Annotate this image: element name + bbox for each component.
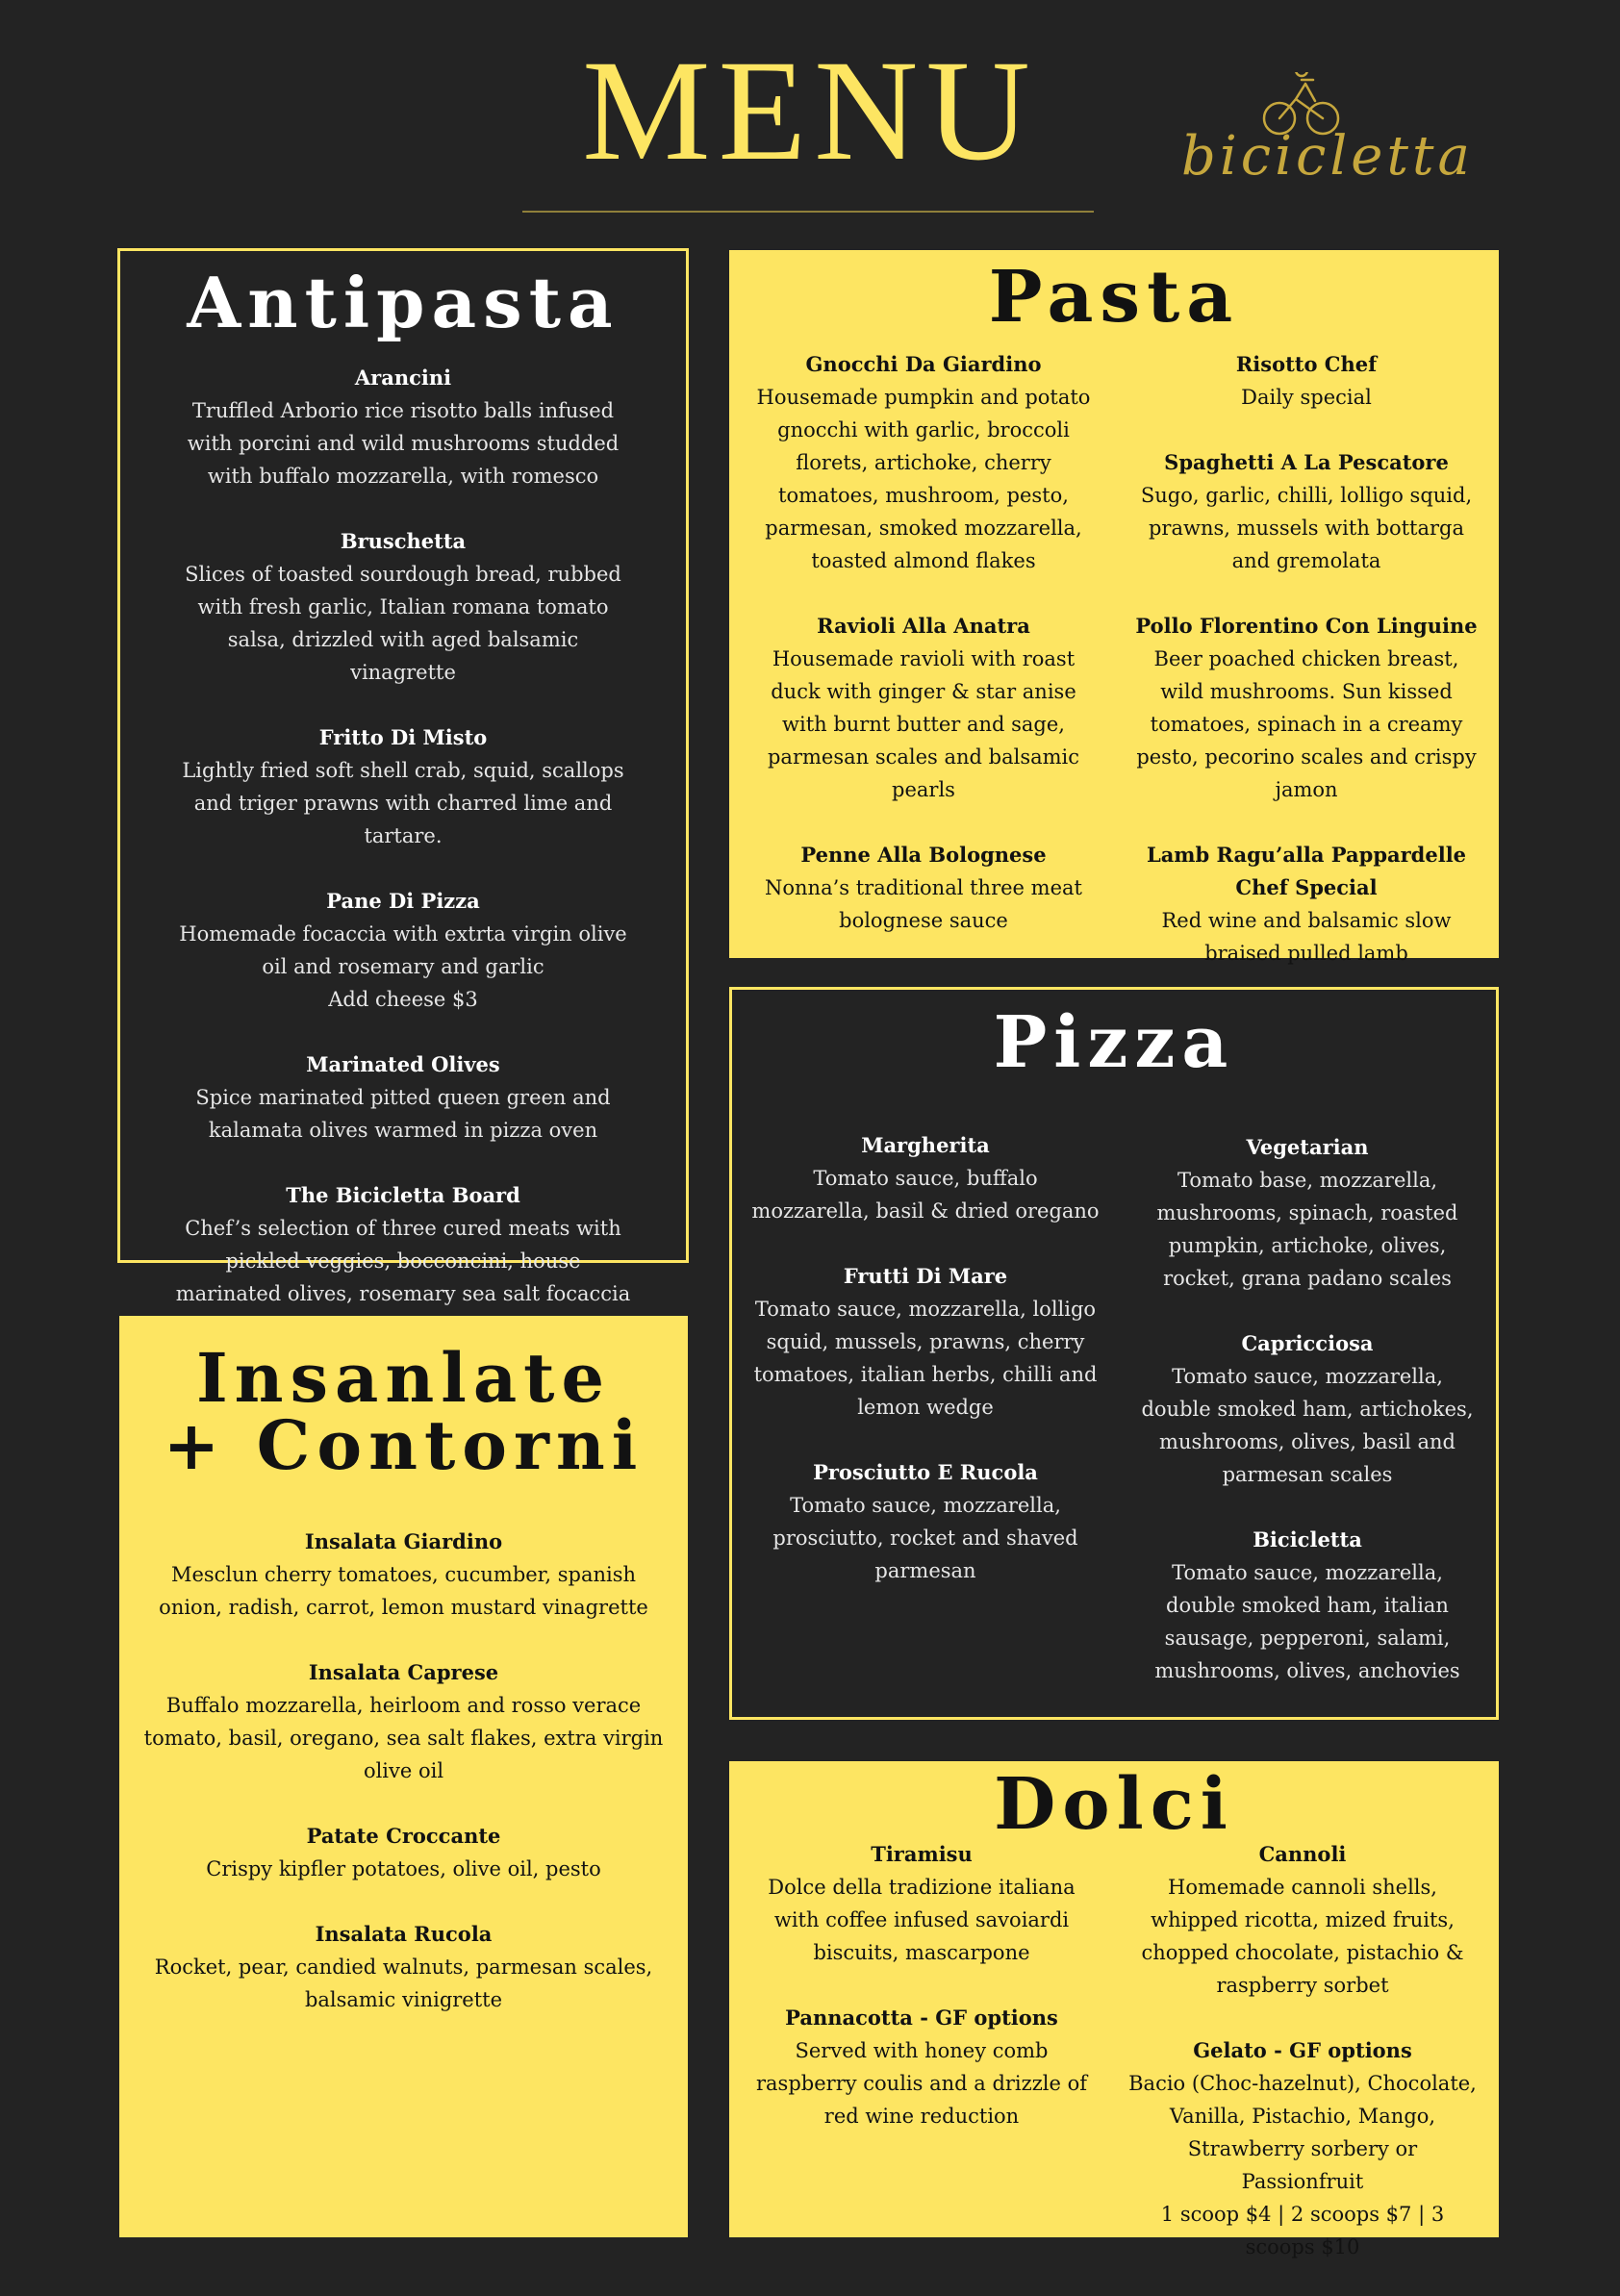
- item-description: Mesclun cherry tomatoes, cucumber, spanish onion, radish, carrot, lemon mustard vinagrette: [159, 1563, 648, 1619]
- insalate-list: [139, 1526, 669, 2049]
- insalate-title-line2: + Contorni: [163, 1405, 645, 1485]
- menu-item: [172, 721, 634, 852]
- insalate-title-line1: Insanlate: [195, 1338, 612, 1418]
- item-description: Red wine and balsamic slow braised pulled lamb: [1161, 909, 1452, 965]
- menu-item: [1135, 839, 1478, 970]
- menu-item: [751, 1260, 1100, 1424]
- menu-title: MENU: [582, 31, 1038, 190]
- item-description: Slices of toasted sourdough bread, rubbed with fresh garlic, Italian romana tomato salsa, drizzled with aged balsamic vinagrette: [185, 563, 621, 684]
- menu-item: [747, 2002, 1097, 2132]
- item-description: Spice marinated pitted queen green and kalamata olives warmed in pizza oven: [195, 1086, 611, 1142]
- item-name: Pannacotta - GF options: [785, 2006, 1058, 2030]
- pasta-right-column: [1135, 348, 1478, 1002]
- item-name: Bruschetta: [340, 529, 467, 553]
- menu-item: [1135, 446, 1478, 577]
- item-name: Bicicletta: [1253, 1527, 1362, 1552]
- item-name: Penne Alla Bolognese: [800, 843, 1047, 867]
- antipasta-section: [117, 248, 689, 1305]
- menu-item: [750, 348, 1097, 577]
- item-description: Tomato sauce, mozzarella, lolligo squid, mussels, prawns, cherry tomatoes, italian herbs, chilli and lemon wedge: [753, 1298, 1098, 1419]
- dolci-left-column: [747, 1838, 1097, 2165]
- menu-item: [1136, 1131, 1479, 1295]
- item-name: Insalata Rucola: [315, 1922, 493, 1946]
- antipasta-title: Antipasta: [187, 262, 620, 343]
- item-name: Fritto Di Misto: [318, 725, 488, 749]
- pizza-title: Pizza: [993, 1001, 1235, 1084]
- pasta-section: [729, 250, 1499, 965]
- logo-wordmark: bicicletta: [1181, 125, 1474, 188]
- menu-item: [1126, 2034, 1480, 2263]
- item-name: Gelato - GF options: [1193, 2038, 1412, 2062]
- menu-item: [1126, 1838, 1480, 2002]
- menu-item: [172, 525, 634, 689]
- item-description: Daily special: [1241, 386, 1372, 409]
- item-description: Crispy kipfler potatoes, olive oil, pesto: [206, 1857, 601, 1880]
- item-description: Tomato sauce, mozzarella, double smoked ham, artichokes, mushrooms, olives, basil and parmesan scales: [1141, 1365, 1474, 1486]
- pizza-left-column: [751, 1129, 1100, 1620]
- menu-item: [139, 1656, 669, 1787]
- menu-item: [139, 1526, 669, 1624]
- item-description: Housemade pumpkin and potato gnocchi with garlic, broccoli florets, artichoke, cherry tomatoes, mushroom, pesto, parmesan, smoked mozzarella, toasted almond flakes: [756, 386, 1091, 572]
- menu-item: [1136, 1524, 1479, 1687]
- item-description: Served with honey comb raspberry coulis and a drizzle of red wine reduction: [756, 2039, 1087, 2128]
- dolci-section: [729, 1761, 1499, 2258]
- item-description: Beer poached chicken breast, wild mushrooms. Sun kissed tomatoes, spinach in a creamy pesto, pecorino scales and crispy jamon: [1136, 647, 1477, 801]
- menu-item: [1136, 1327, 1479, 1491]
- dolci-title: Dolci: [994, 1763, 1234, 1846]
- menu-item: [751, 1456, 1100, 1587]
- item-name: Pollo Florentino Con Linguine: [1135, 614, 1478, 638]
- item-name: Gnocchi Da Giardino: [805, 352, 1042, 376]
- item-description: Nonna’s traditional three meat bolognese sauce: [765, 876, 1082, 932]
- item-description: Buffalo mozzarella, heirloom and rosso verace tomato, basil, oregano, sea salt flakes, extra virgin olive oil: [143, 1694, 664, 1782]
- insalate-title: [119, 1338, 688, 1485]
- item-name: Patate Croccante: [306, 1824, 501, 1848]
- item-description: Tomato sauce, buffalo mozzarella, basil & dried oregano: [751, 1167, 1100, 1223]
- item-name: Spaghetti A La Pescatore: [1164, 450, 1449, 474]
- title-divider: [522, 211, 1094, 213]
- menu-item: [172, 362, 634, 492]
- item-name: Vegetarian: [1246, 1135, 1369, 1159]
- item-name: Ravioli Alla Anatra: [817, 614, 1030, 638]
- item-description: Sugo, garlic, chilli, lolligo squid, prawns, mussels with bottarga and gremolata: [1140, 484, 1473, 572]
- item-description: Lightly fried soft shell crab, squid, scallops and triger prawns with charred lime and tartare.: [182, 759, 624, 847]
- item-name: Cannoli: [1258, 1842, 1347, 1866]
- menu-item: [751, 1129, 1100, 1227]
- item-name: The Bicicletta Board: [286, 1183, 520, 1207]
- item-description: Tomato sauce, mozzarella, double smoked ham, italian sausage, pepperoni, salami, mushrooms, olives, anchovies: [1154, 1561, 1460, 1682]
- menu-item: [172, 1048, 634, 1147]
- item-name: Prosciutto E Rucola: [813, 1460, 1038, 1484]
- menu-item: [750, 839, 1097, 937]
- item-description: Bacio (Choc-hazelnut), Chocolate, Vanilla, Pistachio, Mango, Strawberry sorbery or Passionfruit: [1128, 2072, 1477, 2193]
- insalate-section: [119, 1316, 688, 2237]
- pasta-title: Pasta: [988, 256, 1240, 339]
- item-name: Frutti Di Mare: [843, 1264, 1008, 1288]
- item-name: Pane Di Pizza: [326, 889, 480, 913]
- item-description: Chef’s selection of three cured meats with pickled veggies, bocconcini, house marinated olives, rosemary sea salt focaccia: [175, 1217, 631, 1305]
- item-extra: 1 scoop $4 | 2 scoops $7 | 3 scoops $10: [1160, 2203, 1445, 2258]
- pasta-left-column: [750, 348, 1097, 970]
- item-description: Homemade cannoli shells, whipped ricotta, mized fruits, chopped chocolate, pistachio & raspberry sorbet: [1141, 1876, 1464, 1997]
- item-name: Insalata Caprese: [308, 1660, 499, 1684]
- pizza-right-column: [1136, 1131, 1479, 1720]
- dolci-right-column: [1126, 1838, 1480, 2296]
- item-name: Marinated Olives: [306, 1052, 500, 1076]
- pizza-section: [729, 987, 1499, 1720]
- item-description: Rocket, pear, candied walnuts, parmesan scales, balsamic vinigrette: [154, 1955, 653, 2011]
- menu-item: [139, 1820, 669, 1885]
- item-description: Tomato sauce, mozzarella, prosciutto, rocket and shaved parmesan: [772, 1494, 1078, 1582]
- item-description: Housemade ravioli with roast duck with ginger & star anise with burnt butter and sage, parmesan scales and balsamic pearls: [767, 647, 1080, 801]
- item-description: Truffled Arborio rice risotto balls infused with porcini and wild mushrooms studded with buffalo mozzarella, with romesco: [187, 399, 620, 488]
- item-extra: Add cheese $3: [328, 988, 478, 1011]
- item-name: Lamb Ragu’alla Pappardelle Chef Special: [1146, 843, 1467, 899]
- item-description: Homemade focaccia with extrta virgin olive oil and rosemary and garlic: [179, 922, 627, 978]
- antipasta-list: [172, 362, 634, 1343]
- menu-item: [1135, 610, 1478, 806]
- menu-item: [172, 1179, 634, 1310]
- item-description: Dolce della tradizione italiana with coffee infused savoiardi biscuits, mascarpone: [768, 1876, 1076, 1964]
- item-name: Capricciosa: [1241, 1331, 1374, 1355]
- menu-item: [750, 610, 1097, 806]
- menu-item: [172, 885, 634, 1016]
- item-description: Tomato base, mozzarella, mushrooms, spinach, roasted pumpkin, artichoke, olives, rocket, grana padano scales: [1156, 1169, 1458, 1290]
- menu-item: [1135, 348, 1478, 414]
- item-name: Tiramisu: [871, 1842, 973, 1866]
- menu-item: [747, 1838, 1097, 1969]
- item-name: Arancini: [354, 366, 452, 390]
- item-name: Margherita: [861, 1133, 990, 1157]
- item-name: Risotto Chef: [1235, 352, 1378, 376]
- menu-item: [139, 1918, 669, 2016]
- item-name: Insalata Giardino: [304, 1529, 503, 1553]
